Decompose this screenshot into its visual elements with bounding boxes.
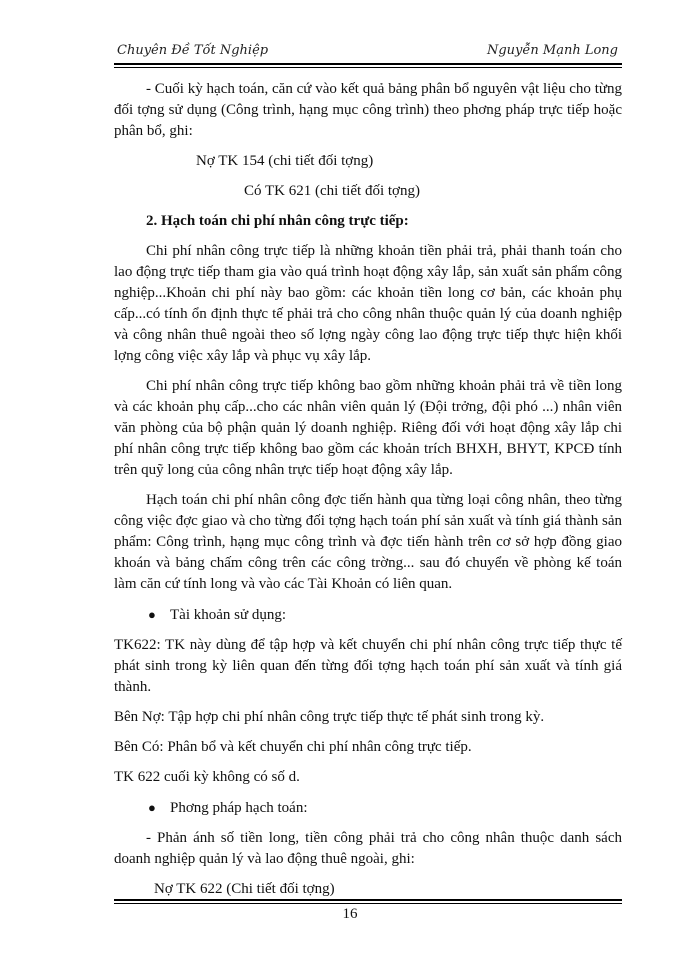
- header-right-author: Nguyễn Mạnh Long: [486, 43, 618, 58]
- paragraph-tk622: TK622: TK này dùng để tập hợp và kết chuyển chi phí nhân công trực tiếp thực tế phát sinh trong kỳ liên quan đến từng đối tợng hạch toán phí sản xuất và tính giá thành.: [114, 637, 622, 695]
- page-number: 16: [342, 906, 358, 922]
- entry-no-tk622: Nợ TK 622 (Chi tiết đối tợng): [154, 881, 335, 897]
- footer-rule-thin: [114, 903, 622, 904]
- bullet-text: Tài khoản sử dụng:: [170, 607, 287, 623]
- paragraph-ben-no: Bên Nợ: Tập hợp chi phí nhân công trực tiếp thực tế phát sinh trong kỳ.: [114, 709, 545, 725]
- paragraph-reflect-wages: - Phản ánh số tiền long, tiền công phải trả cho công nhân thuộc danh sách doanh nghiệp quản lý và lao động thuê ngoài, ghi:: [114, 830, 622, 867]
- paragraph-cuoi-ky: - Cuối kỳ hạch toán, căn cứ vào kết quả bảng phân bổ nguyên vật liệu cho từng đối tợng sử dụng (Công trình, hạng mục công trình) theo phơng pháp trực tiếp hoặc phân bổ, ghi:: [114, 81, 622, 139]
- entry-no-tk154: Nợ TK 154 (chi tiết đối tợng): [196, 153, 374, 169]
- header-rule-thick: [114, 63, 622, 65]
- bullet-icon: ●: [148, 607, 156, 622]
- header-rule-thin: [114, 67, 622, 68]
- bullet-text: Phơng pháp hạch toán:: [170, 800, 308, 816]
- paragraph-definition: Chi phí nhân công trực tiếp là những khoản tiền phải trả, phải thanh toán cho lao động trực tiếp tham gia vào quá trình hoạt động xây lắp, sản xuất sản phẩm công nghiệp...Khoản chi phí này bao gồm: các khoản tiền long cơ bản, các khoản phụ cấp...có tính ổn định thực tế phải trả cho công nhân thuộc quản lý của doanh nghiệp và công nhân thuê ngoài theo số lợng ngày công lao động trực tiếp thực hiện khối lợng công việc xây lắp và phục vụ xây lắp.: [114, 243, 622, 364]
- header-left-title: Chuyên Đề Tốt Nghiệp: [117, 43, 269, 58]
- paragraph-method: Hạch toán chi phí nhân công đợc tiến hành qua từng loại công nhân, theo từng công việc đợc giao và cho từng đối tợng hạch toán phí sản xuất và tính giá thành sản phẩm: Công trình, hạng mục công trình và đợc tiến hành trên cơ sở hợp đồng giao khoán và bảng chấm công trên các công trờng... sau đó chuyển về phòng kế toán làm căn cứ tính long và vào các Tài Khoản có liên quan.: [114, 492, 622, 592]
- document-body: [114, 70, 622, 900]
- paragraph-exclusions: Chi phí nhân công trực tiếp không bao gồm những khoản phải trả về tiền long và các khoản phụ cấp...cho các nhân viên quản lý (Đội trởng, đội phó ...) nhân viên văn phòng của bộ phận quản lý doanh nghiệp. Riêng đối với hoạt động xây lắp chi phí nhân công trực tiếp không bao gồm các khoản trích BHXH, BHYT, KPCĐ tính trên quỹ long của công nhân trực tiếp hoạt động xây lắp.: [114, 378, 622, 478]
- bullet-accounting-method: [114, 797, 622, 819]
- paragraph-no-balance: TK 622 cuối kỳ không có số d.: [114, 769, 300, 785]
- bullet-account-used: [114, 604, 622, 626]
- section-heading: 2. Hạch toán chi phí nhân công trực tiếp:: [146, 213, 409, 229]
- bullet-icon: ●: [148, 800, 156, 815]
- footer-rule-thick: [114, 899, 622, 901]
- entry-co-tk621: Có TK 621 (chi tiết đối tợng): [244, 183, 420, 199]
- paragraph-ben-co: Bên Có: Phân bổ và kết chuyển chi phí nhân công trực tiếp.: [114, 739, 472, 755]
